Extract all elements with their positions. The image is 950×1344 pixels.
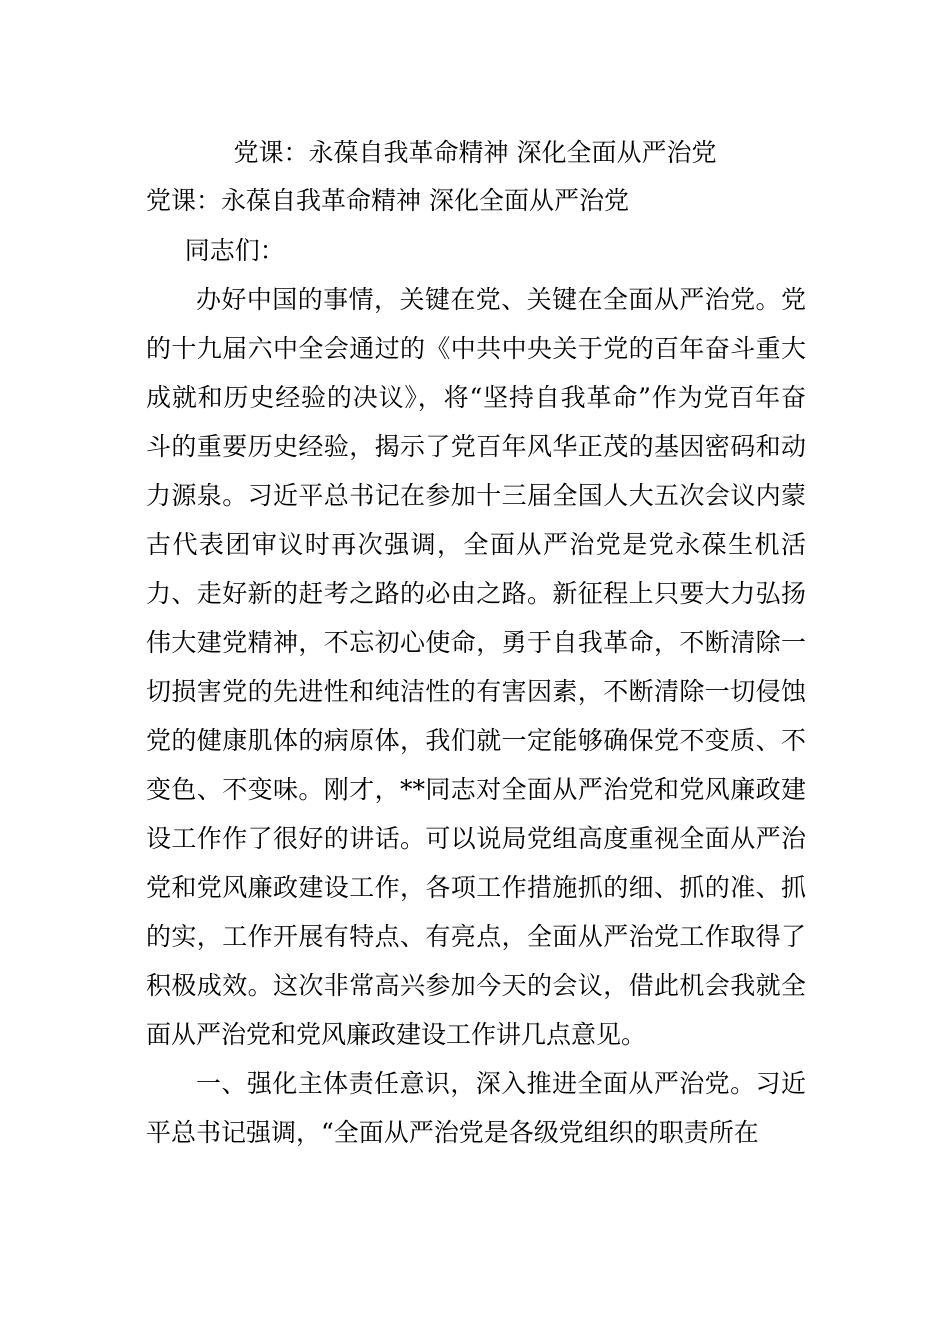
document-subtitle: 党课：永葆自我革命精神 深化全面从严治党 [146, 186, 629, 215]
document-title: 党课：永葆自我革命精神 深化全面从严治党 [233, 138, 717, 167]
document-body [146, 226, 806, 1157]
paragraph-intro: 办好中国的事情，关键在党、关键在全面从严治党。党的十九届六中全会通过的《中共中央关于党的百年奋斗重大成就和历史经验的决议》，将“坚持自我革命”作为党百年奋斗的重要历史经验，揭示了党百年风华正茂的基因密码和动力源泉。习近平总书记在参加十三届全国人大五次会议内蒙古代表团审议时再次强调，全面从严治党是党永葆生机活力、走好新的赶考之路的必由之路。新征程上只要大力弘扬伟大建党精神，不忘初心使命，勇于自我革命，不断清除一切损害党的先进性和纯洁性的有害因素，不断清除一切侵蚀党的健康肌体的病原体，我们就一定能够确保党不变质、不变色、不变味。刚才，**同志对全面从严治党和党风廉政建设工作作了很好的讲话。可以说局党组高度重视全面从严治党和党风廉政建设工作，各项工作措施抓的细、抓的准、抓的实，工作开展有特点、有亮点，全面从严治党工作取得了积极成效。这次非常高兴参加今天的会议，借此机会我就全面从严治党和党风廉政建设工作讲几点意见。 [146, 285, 806, 1049]
paragraph-section-one: 一、强化主体责任意识，深入推进全面从严治党。习近平总书记强调，“全面从严治党是各级党组织的职责所在 [146, 1069, 806, 1147]
greeting: 同志们： [184, 236, 285, 265]
